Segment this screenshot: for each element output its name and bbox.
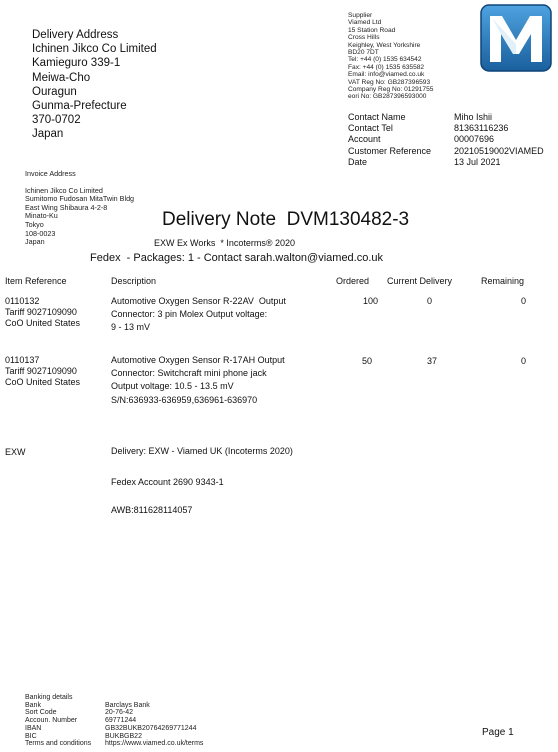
column-header-remaining: Remaining <box>481 276 525 286</box>
terms-label: Terms and conditions <box>25 740 92 748</box>
contact-label: Customer Reference <box>348 145 432 156</box>
item-tariff: Tariff 9027109090 <box>5 366 77 376</box>
table-row-item <box>5 355 80 388</box>
description-line: Connector: Switchcraft mini phone jack <box>111 368 267 379</box>
banking-value: BUKBGB22 <box>105 732 142 740</box>
supplier-line: Supplier <box>348 12 373 19</box>
invoice-address-block <box>25 170 134 247</box>
banking-row <box>25 702 203 710</box>
contact-row <box>348 134 544 145</box>
banking-label: Bank <box>25 701 41 709</box>
supplier-line: BD20 7DT <box>348 49 379 57</box>
contact-label: Contact Name <box>348 112 406 122</box>
item-origin: CoO United States <box>5 318 81 328</box>
supplier-line: Company Reg No: 01291755 <box>348 86 434 94</box>
contact-row <box>348 112 544 123</box>
description-line: Automotive Oxygen Sensor R-17AH Output <box>111 355 285 365</box>
description-line: Connector: 3 pin Molex Output voltage: <box>111 309 268 320</box>
contact-label: Account <box>348 134 381 145</box>
contact-value: 00007696 <box>454 134 495 145</box>
supplier-block <box>348 12 433 101</box>
awb-line: AWB:811628114057 <box>111 505 193 515</box>
current-delivery-qty: 0 <box>426 296 432 306</box>
supplier-line: Tel: +44 (0) 1535 634542 <box>348 56 422 64</box>
supplier-line: Keighley, West Yorkshire <box>348 41 421 49</box>
ordered-qty: 50 <box>361 356 372 366</box>
invoice-address-line: Minato-Ku <box>25 211 58 221</box>
invoice-address-line: Ichinen Jikco Co Limited <box>25 185 103 195</box>
banking-row <box>25 717 203 725</box>
banking-label: IBAN <box>25 724 42 732</box>
column-header-current-delivery: Current Delivery <box>387 276 453 286</box>
invoice-address-line: East Wing Shibaura 4-2-8 <box>25 202 108 212</box>
delivery-address-line: Ouragun <box>32 85 77 98</box>
invoice-address-heading: Invoice Address <box>25 169 76 178</box>
delivery-address-line: 370-0702 <box>32 114 81 127</box>
supplier-line: Email: info@viamed.co.uk <box>348 71 425 79</box>
column-header-item-reference: Item Reference <box>5 276 67 286</box>
invoice-address-line: Tokyo <box>25 219 44 229</box>
delivery-address-block <box>32 28 157 142</box>
banking-row <box>25 740 203 748</box>
table-row-item <box>5 296 80 329</box>
table-row-description <box>111 295 286 335</box>
description-line: Output voltage: 10.5 - 13.5 mV <box>111 381 234 392</box>
delivery-terms <box>111 446 293 515</box>
invoice-address-line: Japan <box>25 237 45 247</box>
terms-link[interactable]: https://www.viamed.co.uk/terms <box>105 740 204 748</box>
item-origin: CoO United States <box>5 377 81 387</box>
banking-row <box>25 733 203 741</box>
contact-row <box>348 123 544 134</box>
banking-value: Barclays Bank <box>105 701 150 709</box>
supplier-line: VAT Reg No: GB287396593 <box>348 78 431 86</box>
delivery-address-line: Kamieguro 339-1 <box>32 57 121 70</box>
supplier-line: Fax: +44 (0) 1535 635582 <box>348 63 425 71</box>
contact-row <box>348 146 544 157</box>
supplier-line: 15 Station Road <box>348 26 396 34</box>
delivery-address-heading: Delivery Address <box>32 29 119 41</box>
column-header-ordered: Ordered <box>336 276 370 286</box>
supplier-line: Cross Hills <box>348 34 380 42</box>
banking-row <box>25 725 203 733</box>
banking-value: GB32BUKB20764269771244 <box>105 724 197 732</box>
delivery-terms-line: Delivery: EXW - Viamed UK (Incoterms 2020) <box>111 446 293 456</box>
banking-row <box>25 709 203 717</box>
contact-value: 13 Jul 2021 <box>454 156 501 167</box>
item-code: 0110132 <box>5 296 40 306</box>
delivery-address-line: Ichinen Jikco Co Limited <box>32 43 157 56</box>
delivery-address-line: Gunma-Prefecture <box>32 100 127 113</box>
description-line: Automotive Oxygen Sensor R-22AV Output <box>111 296 286 306</box>
supplier-line: Viamed Ltd <box>348 19 382 27</box>
contact-value: 20210519002VIAMED <box>454 145 544 156</box>
incoterm-code: EXW <box>5 447 26 457</box>
banking-label: BIC <box>25 732 37 740</box>
contact-label: Contact Tel <box>348 123 393 134</box>
document-title: Delivery Note DVM130482-3 <box>162 209 410 230</box>
ordered-qty: 100 <box>362 296 378 306</box>
incoterms-subtitle: EXW Ex Works * Incoterms® 2020 <box>154 238 296 248</box>
banking-value: 69771244 <box>105 717 137 725</box>
invoice-address-line: Sumitomo Fudosan MitaTwin Bldg <box>25 194 135 204</box>
contact-value: Miho Ishii <box>454 112 493 122</box>
column-header-description: Description <box>111 276 157 286</box>
remaining-qty: 0 <box>520 356 526 366</box>
shipping-summary: Fedex - Packages: 1 - Contact sarah.walton@viamed.co.uk <box>90 252 384 264</box>
table-row-description <box>111 354 285 407</box>
banking-label: Accoun. Number <box>25 717 78 725</box>
supplier-line: eori No: GB287396593000 <box>348 93 427 101</box>
contact-label: Date <box>348 156 368 167</box>
current-delivery-qty: 37 <box>426 356 437 366</box>
remaining-qty: 0 <box>520 296 526 306</box>
contact-value: 81363116236 <box>454 123 509 134</box>
banking-value: 20-76-42 <box>105 709 134 717</box>
banking-details <box>25 694 203 748</box>
banking-heading: Banking details <box>25 694 73 701</box>
delivery-address-line: Japan <box>32 128 64 141</box>
delivery-address-line: Meiwa-Cho <box>32 71 91 84</box>
item-code: 0110137 <box>5 355 40 365</box>
contact-row <box>348 157 544 168</box>
page-number: Page 1 <box>482 727 514 738</box>
description-line: S/N:636933-636959,636961-636970 <box>111 394 258 405</box>
viamed-logo-icon <box>480 4 552 72</box>
description-line: 9 - 13 mV <box>111 322 151 333</box>
invoice-address-line: 108-0023 <box>25 228 56 238</box>
fedex-account-line: Fedex Account 2690 9343-1 <box>111 477 224 487</box>
banking-label: Sort Code <box>25 709 57 717</box>
contact-details-table <box>348 112 544 168</box>
item-tariff: Tariff 9027109090 <box>5 307 77 317</box>
